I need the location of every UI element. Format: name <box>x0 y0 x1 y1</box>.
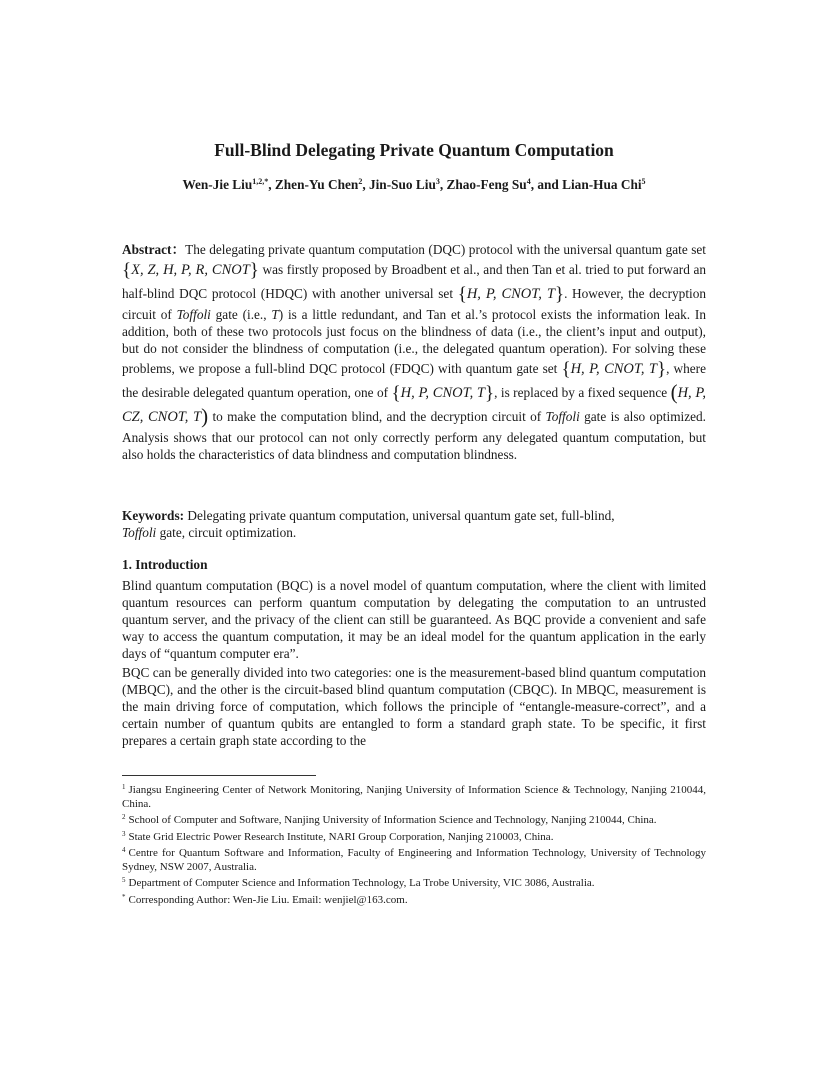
footnote-mark: 1 <box>122 783 126 791</box>
author-name: Zhen-Yu Chen <box>274 177 359 192</box>
author-name: Wen-Jie Liu <box>182 177 253 192</box>
abstract-text: was firstly proposed by Broadbent et al., and then Tan et al. tried to put forward an half-blind DQC protocol (HDQC) with another universal set <box>122 262 707 301</box>
footnote <box>122 877 706 891</box>
keywords <box>122 507 706 541</box>
footnote-text: Corresponding Author: Wen-Jie Liu. Email: wenjiel@163.com. <box>128 893 408 906</box>
author-separator: , and <box>530 177 563 192</box>
footnote <box>122 831 706 845</box>
footnote <box>122 894 706 908</box>
abstract-text: to make the computation blind, and the decryption circuit of <box>212 409 542 424</box>
author-separator: , <box>362 177 369 192</box>
footnote-mark: * <box>122 892 126 901</box>
author-affiliation-mark: 1,2,* <box>252 177 269 186</box>
toffoli-term: Toffoli <box>122 525 157 540</box>
author-affiliation-mark: 5 <box>641 177 646 186</box>
abstract-text: , where the desirable delegated quantum operation, one of <box>122 361 706 400</box>
keywords-label: Keywords: <box>122 508 185 523</box>
footnote <box>122 784 706 811</box>
footnotes <box>122 784 706 910</box>
author-affiliation-mark: 4 <box>526 177 531 186</box>
toffoli-term: Toffoli <box>176 307 211 322</box>
gate-set-formula: {H, P, CNOT, T} <box>391 383 495 404</box>
author-affiliation-mark: 2 <box>358 177 363 186</box>
intro-paragraph: Blind quantum computation (BQC) is a novel model of quantum computation, where the client with limited quantum resources can perform quantum computation by delegating the computation to an untrusted quantum server, and the privacy of the client can still be guaranteed. As BQC provide a convenient and safe way to access the quantum computation, it may be an ideal model for the quantum application in the early days of “quantum computer era”. <box>122 578 706 661</box>
footnote-mark: 3 <box>122 829 126 838</box>
author-name: Zhao-Feng Su <box>446 177 527 192</box>
t-variable: T <box>271 307 279 322</box>
footnote-divider <box>122 775 316 776</box>
abstract <box>122 241 706 463</box>
intro-paragraph: BQC can be generally divided into two categories: one is the measurement-based blind quantum computation (MBQC), and the other is the circuit-based blind quantum computation (CBQC). In MBQC, measurement is the main driving force of computation, which follows the principle of “entangle-measure-correct”, and a certain number of quantum qubits are entangled to form a standard graph state. To be specific, it first prepares a certain graph state according to the <box>122 665 706 748</box>
gate-sequence-formula: (H, P, CZ, CNOT, T) <box>122 380 706 428</box>
author-separator: , <box>439 177 447 192</box>
abstract-text: , is replaced by a fixed sequence <box>494 385 668 400</box>
author-name: Jin-Suo Liu <box>368 177 436 192</box>
abstract-text: gate is also optimized. Analysis shows that our protocol can not only correctly perform any delegated quantum computation, but also holds the characteristics of data blindness and computation blindness. <box>122 409 707 462</box>
footnote-mark: 2 <box>122 813 126 821</box>
gate-set-formula: {X, Z, H, P, R, CNOT} <box>122 260 259 281</box>
paper-title: Full-Blind Delegating Private Quantum Computation <box>214 140 614 160</box>
footnote-text: Department of Computer Science and Information Technology, La Trobe University, VIC 3086, Australia. <box>128 877 595 889</box>
author-name: Lian-Hua Chi <box>562 177 642 192</box>
footnote <box>122 814 706 828</box>
footnote-text: Centre for Quantum Software and Information, Faculty of Engineering and Information Technology, University of Technology Sydney, NSW 2007, Australia. <box>122 847 706 873</box>
keywords-text: Delegating private quantum computation, universal quantum gate set, full-blind, <box>187 508 615 523</box>
gate-set-formula: {H, P, CNOT, T} <box>561 359 667 380</box>
abstract-text: . However, the decryption circuit of <box>122 286 707 322</box>
abstract-text: gate (i.e., <box>215 307 267 322</box>
author-list <box>122 177 706 193</box>
footnote-mark: 5 <box>122 876 126 884</box>
abstract-text: The delegating private quantum computation (DQC) protocol with the universal quantum gate set <box>185 242 707 257</box>
author-separator: , <box>268 177 275 192</box>
abstract-text: ) is a little redundant, and Tan et al.’s protocol exists the information leak. In addition, both of these two protocols just focus on the blindness of data (i.e., the client’s input and output), but do not consider the blindness of computation (i.e., the delegated quantum operation). For solving these problems, we propose a full-blind DQC protocol (FDQC) with quantum gate set <box>122 307 706 376</box>
footnote-text: Jiangsu Engineering Center of Network Monitoring, Nanjing University of Information Science & Technology, Nanjing 210044, China. <box>122 784 706 810</box>
section-heading-introduction: 1. Introduction <box>122 557 208 572</box>
gate-set-formula: {H, P, CNOT, T} <box>457 284 565 305</box>
abstract-label: Abstract： <box>122 242 186 257</box>
footnote <box>122 847 706 874</box>
footnote-text: State Grid Electric Power Research Institute, NARI Group Corporation, Nanjing 210003, China. <box>128 830 554 843</box>
keywords-text: gate, circuit optimization. <box>159 525 297 540</box>
footnote-mark: 4 <box>122 846 126 854</box>
footnote-text: School of Computer and Software, Nanjing University of Information Science and Technology, Nanjing 210044, China. <box>128 814 657 826</box>
author-affiliation-mark: 3 <box>435 177 440 186</box>
toffoli-term: Toffoli <box>545 409 580 424</box>
